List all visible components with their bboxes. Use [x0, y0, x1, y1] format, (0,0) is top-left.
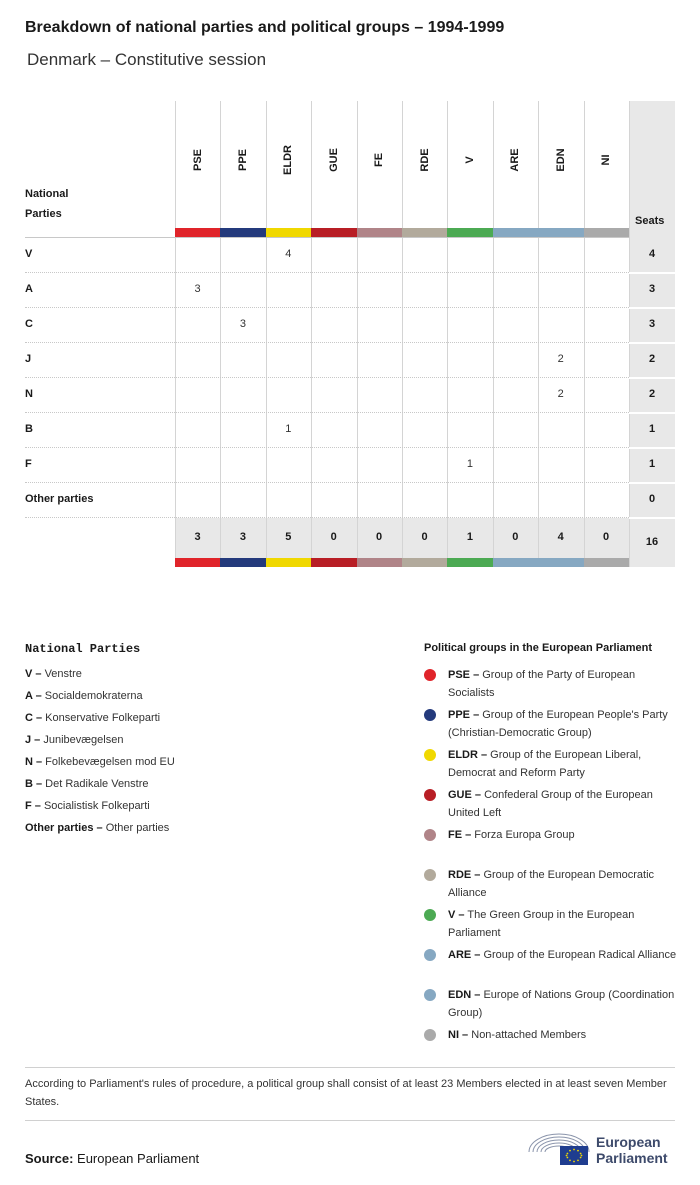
- legend-group-name: Europe of Nations Group (Coordination Group): [448, 989, 675, 1019]
- column-divider: [220, 101, 221, 567]
- legend-group-code: FE –: [448, 829, 472, 841]
- row-party-label: C: [25, 318, 33, 330]
- row-divider-seats: [629, 447, 675, 449]
- row-party-label: N: [25, 388, 33, 400]
- column-header-label: RDE: [418, 148, 431, 172]
- legend-party-code: Other parties –: [25, 822, 103, 834]
- legend-group-name: Forza Europa Group: [471, 829, 575, 841]
- group-color-dot-icon: [424, 669, 436, 681]
- group-color-bar: [402, 558, 447, 567]
- row-party-label: A: [25, 283, 33, 295]
- column-divider: [175, 101, 176, 567]
- national-party-legend-item: [25, 800, 150, 812]
- legend-group-name: Group of the European Democratic Alliance: [448, 869, 655, 899]
- group-color-dot-icon: [424, 1029, 436, 1041]
- row-divider: [25, 412, 629, 413]
- national-party-legend-item: [25, 822, 169, 834]
- row-divider: [25, 377, 629, 378]
- logo-line2: Parliament: [596, 1150, 668, 1166]
- column-divider: [357, 101, 358, 567]
- column-header-label: PPE: [236, 148, 249, 172]
- column-total: 0: [376, 531, 383, 543]
- column-divider: [584, 101, 585, 567]
- legend-group-code: ELDR –: [448, 749, 488, 761]
- legend-group-code: PPE –: [448, 709, 480, 721]
- legend-party-name: Junibevægelsen: [40, 734, 124, 746]
- national-party-legend-item: [25, 756, 175, 768]
- table-cell: 4: [285, 248, 292, 260]
- row-party-label: V: [25, 248, 33, 260]
- legend-group-text: [448, 946, 680, 964]
- legend-group-name: Group of the European Liberal, Democrat and Reform Party: [448, 749, 642, 779]
- group-color-bar: [584, 558, 629, 567]
- group-color-dot-icon: [424, 789, 436, 801]
- column-total: 3: [194, 531, 201, 543]
- legend-group-code: NI –: [448, 1029, 469, 1041]
- breakdown-table: [0, 0, 700, 580]
- legend-group-code: PSE –: [448, 669, 480, 681]
- national-parties-header-line2: Parties: [25, 208, 62, 220]
- legend-party-code: F –: [25, 800, 41, 812]
- group-color-bar: [311, 558, 356, 567]
- national-party-legend-item: [25, 668, 82, 680]
- legend-group-text: [448, 746, 680, 782]
- group-color-bar: [402, 228, 447, 237]
- column-total: 5: [285, 531, 292, 543]
- seats-header: Seats: [635, 215, 665, 227]
- row-seats: 1: [648, 423, 656, 435]
- group-color-bar: [266, 558, 311, 567]
- row-divider: [25, 517, 629, 518]
- row-divider-seats: [629, 517, 675, 519]
- row-seats: 2: [648, 353, 656, 365]
- page-title: Breakdown of national parties and political groups – 1994-1999: [25, 19, 505, 36]
- column-divider: [266, 101, 267, 567]
- row-party-label: Other parties: [25, 493, 94, 505]
- legend-group-code: ARE –: [448, 949, 481, 961]
- row-divider: [25, 482, 629, 483]
- source: [25, 1151, 199, 1166]
- legend-party-code: B –: [25, 778, 43, 790]
- column-header-label: GUE: [327, 148, 340, 172]
- legend-party-name: Socialdemokraterna: [41, 690, 143, 702]
- national-party-legend-item: [25, 690, 143, 702]
- national-party-legend-item: [25, 778, 149, 790]
- column-header-label: PSE: [191, 148, 204, 172]
- row-seats: 3: [648, 318, 656, 330]
- national-parties-header-line1: National: [25, 188, 69, 200]
- legend-group-name: Group of the European Radical Alliance: [480, 949, 677, 961]
- group-color-dot-icon: [424, 869, 436, 881]
- group-color-bar: [447, 228, 492, 237]
- row-divider-seats: [629, 482, 675, 484]
- legend-group-name: Group of the Party of European Socialists: [448, 669, 636, 699]
- group-color-bar: [493, 228, 538, 237]
- row-seats: 4: [648, 248, 656, 260]
- source-label: Source:: [25, 1151, 74, 1166]
- page-subtitle: Denmark – Constitutive session: [27, 50, 267, 69]
- table-cell: 2: [557, 388, 564, 400]
- national-party-legend-item: [25, 734, 123, 746]
- legend-party-code: A –: [25, 690, 42, 702]
- legend-group-text: [448, 826, 680, 844]
- source-value: European Parliament: [77, 1151, 200, 1166]
- legend-group-text: [448, 666, 680, 702]
- european-parliament-logo: [527, 1130, 677, 1168]
- column-header-label: V: [463, 156, 476, 164]
- group-color-bar: [357, 228, 402, 237]
- legend-group-name: The Green Group in the European Parliament: [448, 909, 635, 939]
- column-divider: [311, 101, 312, 567]
- total-seats: 16: [645, 536, 659, 548]
- row-divider-seats: [629, 307, 675, 309]
- column-header-label: ELDR: [282, 145, 295, 175]
- column-header-label: EDN: [554, 148, 567, 172]
- legend-group-code: EDN –: [448, 989, 481, 1001]
- legend-party-name: Venstre: [41, 668, 82, 680]
- footnote: According to Parliament's rules of procedure, a political group shall consist of at least 23 Members elected in at least seven Member States.: [25, 1078, 667, 1108]
- logo-wordmark: [596, 1134, 668, 1166]
- legend-party-name: Socialistisk Folkeparti: [40, 800, 150, 812]
- group-color-dot-icon: [424, 909, 436, 921]
- group-color-bar: [538, 558, 583, 567]
- row-divider-seats: [629, 272, 675, 274]
- group-color-bar: [447, 558, 492, 567]
- group-color-bar: [220, 228, 265, 237]
- legend-group-text: [448, 1026, 680, 1044]
- group-color-bar: [220, 558, 265, 567]
- row-divider: [25, 272, 629, 273]
- column-divider: [447, 101, 448, 567]
- divider: [25, 1120, 675, 1121]
- group-color-bar: [311, 228, 356, 237]
- row-divider: [25, 307, 629, 308]
- national-parties-legend-title: National Parties: [25, 642, 141, 656]
- group-color-dot-icon: [424, 829, 436, 841]
- legend-group-name: Group of the European People's Party (Christian-Democratic Group): [448, 709, 668, 739]
- group-color-bar: [493, 558, 538, 567]
- column-total: 4: [557, 531, 564, 543]
- divider: [25, 1067, 675, 1068]
- column-total: 1: [466, 531, 473, 543]
- legend-group-code: GUE –: [448, 789, 482, 801]
- legend-party-code: N –: [25, 756, 43, 768]
- row-party-label: F: [25, 458, 32, 470]
- row-divider-seats: [629, 342, 675, 344]
- group-color-dot-icon: [424, 709, 436, 721]
- legend-group-text: [448, 906, 680, 942]
- table-cell: 1: [466, 458, 473, 470]
- row-seats: 2: [648, 388, 656, 400]
- column-total: 0: [603, 531, 610, 543]
- row-seats: 0: [648, 493, 656, 505]
- legend-party-name: Det Radikale Venstre: [42, 778, 149, 790]
- column-total: 3: [239, 531, 246, 543]
- column-divider: [538, 101, 539, 567]
- column-header-label: NI: [600, 154, 613, 166]
- row-divider: [25, 342, 629, 343]
- legend-party-code: J –: [25, 734, 41, 746]
- column-total: 0: [330, 531, 337, 543]
- table-cell: 3: [239, 318, 246, 330]
- group-color-bar: [266, 228, 311, 237]
- legend-group-text: [448, 866, 680, 902]
- group-color-dot-icon: [424, 749, 436, 761]
- legend-group-text: [448, 706, 680, 742]
- table-cell: 2: [557, 353, 564, 365]
- row-seats: 3: [648, 283, 656, 295]
- row-divider-seats: [629, 412, 675, 414]
- column-header-label: FE: [373, 152, 386, 168]
- legend-group-code: V –: [448, 909, 465, 921]
- group-color-dot-icon: [424, 949, 436, 961]
- legend-group-code: RDE –: [448, 869, 481, 881]
- legend-group-name: Confederal Group of the European United Left: [448, 789, 653, 819]
- column-divider: [493, 101, 494, 567]
- column-divider: [402, 101, 403, 567]
- hemicycle-eu-flag-icon: [527, 1130, 591, 1168]
- row-party-label: J: [25, 353, 32, 365]
- legend-group-text: [448, 986, 680, 1022]
- legend-group-text: [448, 786, 680, 822]
- column-total: 0: [421, 531, 428, 543]
- group-color-bar: [357, 558, 402, 567]
- group-color-bar: [584, 228, 629, 237]
- group-color-bar: [538, 228, 583, 237]
- legend-party-name: Folkebevægelsen mod EU: [42, 756, 175, 768]
- table-cell: 3: [194, 283, 201, 295]
- group-color-bar: [175, 558, 220, 567]
- logo-line1: European: [596, 1134, 661, 1150]
- row-seats: 1: [648, 458, 656, 470]
- row-party-label: B: [25, 423, 33, 435]
- group-color-dot-icon: [424, 989, 436, 1001]
- header-divider: [25, 237, 629, 238]
- legend-party-name: Konservative Folkeparti: [42, 712, 161, 724]
- legend-party-code: V –: [25, 668, 42, 680]
- legend-party-name: Other parties: [102, 822, 170, 834]
- political-groups-legend-title: Political groups in the European Parliament: [424, 642, 652, 654]
- row-divider: [25, 447, 629, 448]
- row-divider-seats: [629, 377, 675, 379]
- legend-group-name: Non-attached Members: [468, 1029, 587, 1041]
- column-total: 0: [512, 531, 519, 543]
- table-cell: 1: [285, 423, 292, 435]
- group-color-bar: [175, 228, 220, 237]
- column-header-label: ARE: [509, 148, 522, 172]
- national-party-legend-item: [25, 712, 160, 724]
- legend-party-code: C –: [25, 712, 43, 724]
